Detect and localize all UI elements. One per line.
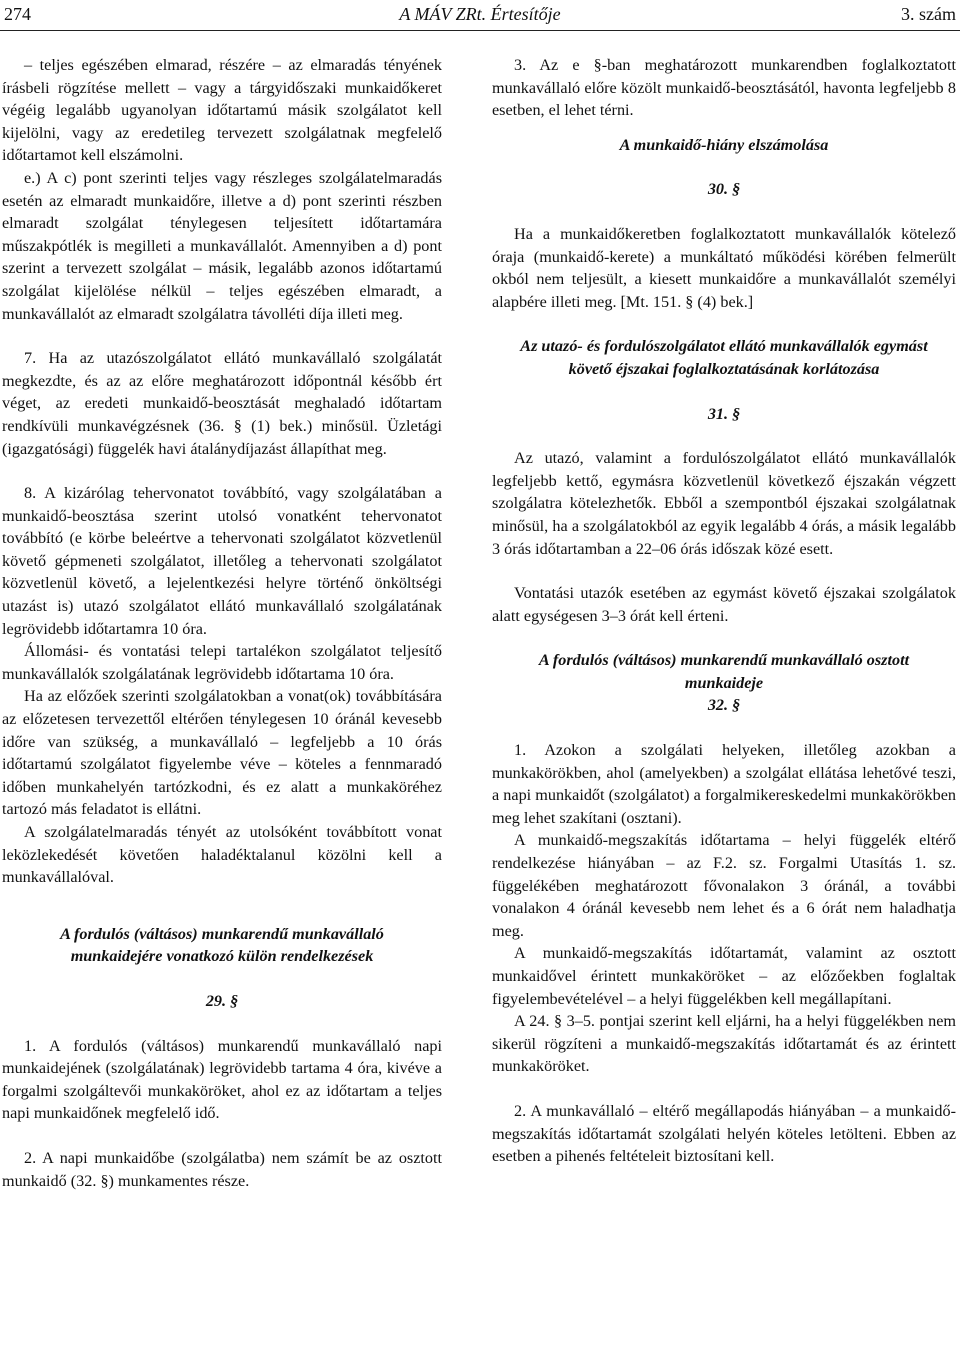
paragraph: 3. Az e §-ban meghatározott munkarendben foglalkoztatott munkavállaló előre közölt munkaidő-beosztásától, havonta legfeljebb 8 esetben, el lehet térni. — [492, 56, 956, 120]
section-heading: A fordulós (váltásos) munkarendű munkavállaló munkaidejére vonatkozó külön rendelkezések — [60, 924, 384, 966]
section-heading: Az utazó- és fordulószolgálatot ellátó munkavállalók egymást követő éjszakai foglalkoztatásának korlátozása — [520, 337, 928, 378]
paragraph: A 24. § 3–5. pontjai szerint kell eljárni, ha a helyi függelékben nem sikerül rögzíteni a munkaidő-megszakítás időtartamát és az érintett munkaköröket. — [492, 1012, 956, 1076]
paragraph: 1. A fordulós (váltásos) munkarendű munkavállaló napi munkaidejének (szolgálatának) legrövidebb tartama 4 óra, kivéve a forgalmi szolgáltevői munkaköröket, ahol ez az időtartam a teljes napi munkaidőnek megfelelő idő. — [2, 1036, 442, 1123]
paragraph: Ha az előzőek szerinti szolgálatokban a vonat(ok) továbbítására az előzetesen tervezettől eltérően ténylegesen 10 óránál kevesebb időre van szükség, a munkavállaló – legfeljebb a 10 órás időtartamú szolgálatot figyelembe véve – köteles a fennmaradó időben munkahelyén tartózkodni, és ez alatt a munkaköréhez tartozó más feladatot is ellátni. — [2, 687, 442, 819]
issue-number: 3. szám — [901, 4, 956, 24]
paragraph: 2. A napi munkaidőbe (szolgálatba) nem számít be az osztott munkaidő (32. §) munkamentes része. — [2, 1148, 442, 1190]
paragraph: 7. Ha az utazószolgálatot ellátó munkavállaló szolgálatát megkezdte, és az az előre meghatározott időpontnál később ért véget, az eredeti munkaidő-beosztását meghaladó időtartam rendkívüli munkavégzésnek (36. § (1) bek.) minősül. Üzletági (igazgatósági) függelék havi átalánydíjazást állapíthat meg. — [2, 349, 442, 458]
paragraph: – teljes egészében elmarad, részére – az elmaradás tényének írásbeli rögzítése mellett – vagy a tárgyidőszaki munkaidőkeret végéig legalább ugyanolyan időtartamú másik szolgálatot kell kijelölni, vagy az eredetileg tervezett szolgálatnak megfelelő időtartamot kell elszámolni. — [2, 56, 442, 165]
publication-title: A MÁV ZRt. Értesítője — [399, 4, 561, 24]
paragraph: A munkaidő-megszakítás időtartamát, valamint az osztott munkaidővel érintett munkaköröket – az előzőekben foglaltak figyelembevételével – a helyi függelékben kell megállapítani. — [492, 944, 956, 1008]
paragraph: 1. Azokon a szolgálati helyeken, illetőleg azokban a munkakörökben, ahol (amelyekben) a szolgálat ellátása lehetővé teszi, a napi munkaidőt (szolgálatot) a forgalmikereskedelmi munkakörökben meg lehet szakítani (osztani). — [492, 741, 956, 827]
paragraph: Az utazó, valamint a fordulószolgálatot ellátó munkavállalók legfeljebb kettő, egymásra közvetlenül következő éjszakán végzett szolgálatra kötelezhetők. Ebből a szempontból éjszakai szolgálatnak minősül, ha a szolgálatokból az egyik legalább 4 órás, a másik legalább 3 órás időtartamban a 22–06 órás időszak közé esett. — [492, 449, 956, 558]
left-column — [2, 54, 442, 1192]
page-header — [0, 0, 960, 31]
section-number: 31. § — [707, 404, 741, 423]
section-number: 32. § — [707, 696, 741, 715]
paragraph: 2. A munkavállaló – eltérő megállapodás hiányában – a munkaidő-megszakítás időtartamát szolgálati helyén köteles letölteni. Ebben az esetben a pihenés feltételeit biztosítani kell. — [492, 1101, 956, 1166]
section-heading: A fordulós (váltásos) munkarendű munkavállaló osztott munkaideje — [538, 651, 910, 692]
paragraph: A szolgálatelmaradás tényét az utolsóként továbbított vonat leközlekedését követően haladéktalanul közölni kell a munkavállalóval. — [2, 823, 442, 887]
section-number: 29. § — [205, 991, 239, 1010]
paragraph: A munkaidő-megszakítás időtartama – helyi függelék eltérő rendelkezése hiányában – az F.2. sz. Forgalmi Utasítás 1. sz. függelékében meghatározott fővonalakon 3 óránál, a további vonalakon 4 óránál kevesebb nem lehet és a 6 órát nem haladhatja meg. — [492, 831, 956, 940]
section-heading: A munkaidő-hiány elszámolása — [619, 135, 829, 154]
paragraph: Vontatási utazók esetében az egymást követő éjszakai szolgálatok alatt egységesen 3–3 órát kell érteni. — [492, 584, 956, 625]
paragraph: e.) A c) pont szerinti teljes vagy részleges szolgálatelmaradás esetén az elmaradt munkaidőre, illetve a d) pont szerinti részben elmaradt szolgálat ténylegesen teljesített időtartamára műszakpótlék is megilleti a munkavállalót. Amennyiben a d) pont szerint a tervezett szolgálat – másik, legalább azonos időtartamú szolgálat kijelölése nélkül – teljes egészében elmaradt, a munkavállalót az elmaradt szolgálatra távolléti díja illeti meg. — [2, 168, 442, 323]
paragraph: Ha a munkaidőkeretben foglalkoztatott munkavállalók kötelező óraja (munkaidő-kerete) a munkáltató működési körében felmerült okból nem teljesült, a kiesett munkaidőre a munkavállalót személyi alapbére illeti meg. [Mt. 151. § (4) bek.] — [492, 224, 956, 311]
paragraph: 8. A kizárólag tehervonatot továbbító, vagy szolgálatában a munkaidő-beosztása szerint utolsó vonatként tehervonatot továbbító (e körbe beleértve a tehervonati szolgálatot közvetlenül követő gépmeneti szolgálatot, illetőleg a tehervonati szolgálatot közvetlenül követő, a lejelentkezési helyre történő önköltségi utazást is) utazó szolgálatot ellátó munkavállaló szolgálatának legrövidebb időtartamra 10 óra. — [2, 484, 442, 638]
paragraph: Állomási- és vontatási telepi tartalékon szolgálatot teljesítő munkavállalók szolgálatának legrövidebb időtartama 10 óra. — [2, 642, 442, 683]
page-number: 274 — [4, 4, 31, 24]
section-number: 30. § — [707, 180, 741, 199]
right-column — [492, 54, 956, 1168]
